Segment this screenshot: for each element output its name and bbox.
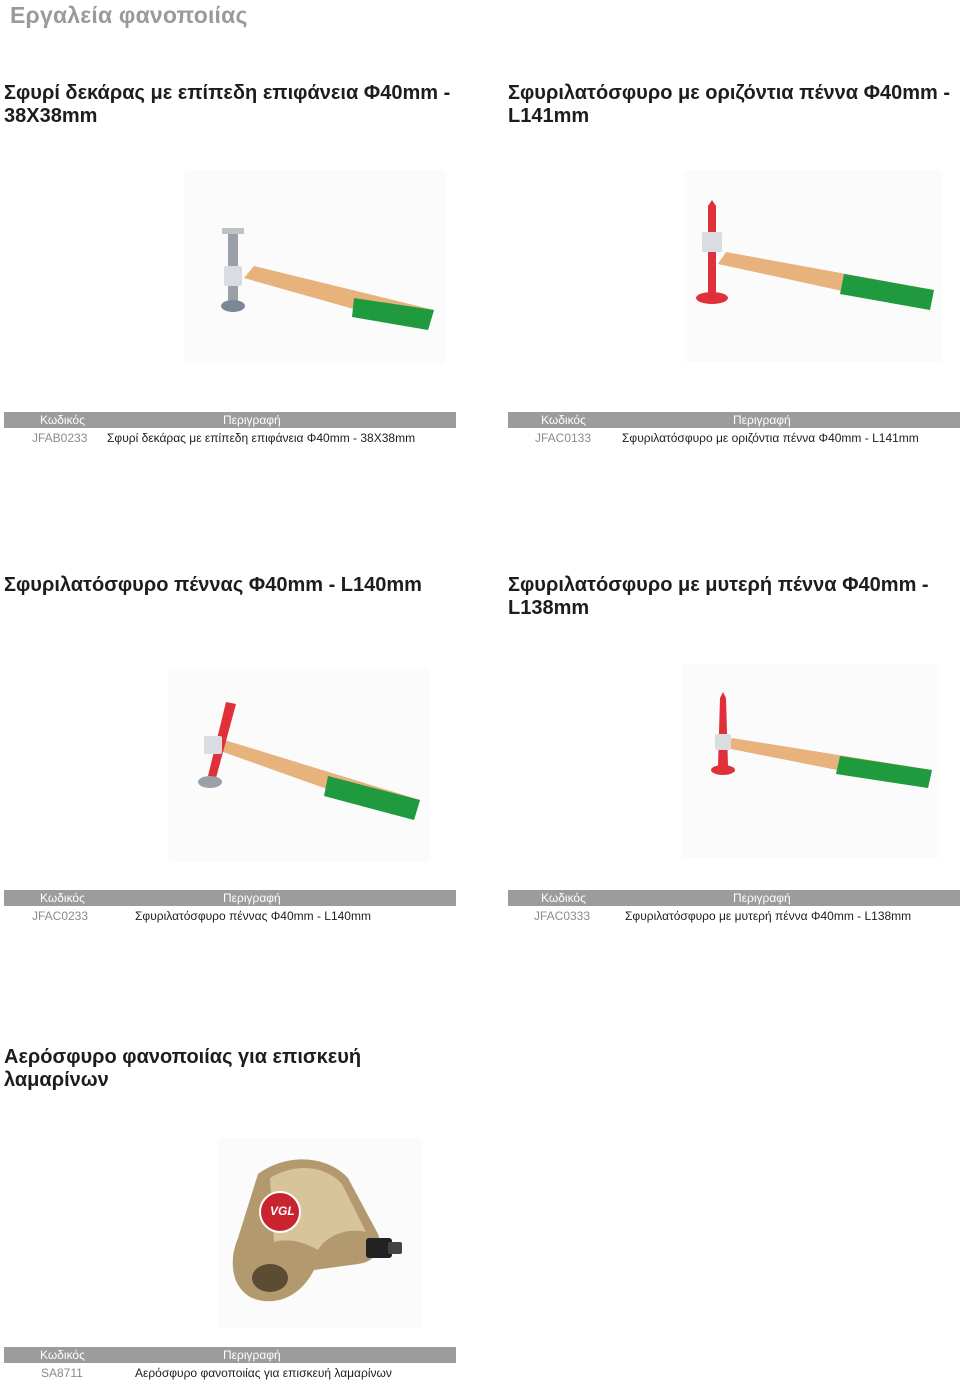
product-title: Σφυριλατόσφυρο με οριζόντια πέννα Φ40mm - L141mm bbox=[508, 82, 951, 127]
pointed-pein-hammer-image bbox=[682, 664, 940, 858]
product-title: Σφυριλατόσφυρο πέννας Φ40mm - L140mm bbox=[4, 574, 422, 596]
table-row bbox=[4, 906, 456, 926]
flat-face-hammer-image bbox=[184, 170, 446, 364]
pein-hammer-image bbox=[168, 668, 430, 862]
code-column-header: Κωδικός bbox=[541, 413, 586, 427]
code-column-header: Κωδικός bbox=[40, 413, 85, 427]
product-card bbox=[4, 1046, 456, 1381]
code-column-header: Κωδικός bbox=[40, 1348, 85, 1362]
description-column-header: Περιγραφή bbox=[733, 891, 791, 905]
description-column-header: Περιγραφή bbox=[223, 891, 281, 905]
product-code: JFAC0233 bbox=[32, 909, 89, 923]
horizontal-pein-hammer-image bbox=[684, 170, 942, 362]
product-description: Σφυριλατόσφυρο με μυτερή πέννα Φ40mm - L138mm bbox=[625, 909, 912, 923]
product-description: Σφυρί δεκάρας με επίπεδη επιφάνεια Φ40mm - 38X38mm bbox=[107, 431, 416, 445]
spec-table bbox=[4, 1347, 456, 1383]
table-row bbox=[508, 906, 960, 926]
product-title: Αερόσφυρο φανοποιίας για επισκευή λαμαρίνων bbox=[4, 1046, 362, 1091]
product-card bbox=[4, 82, 456, 452]
page-title: Εργαλεία φανοποιίας bbox=[10, 2, 248, 28]
product-description: Αερόσφυρο φανοποιίας για επισκευή λαμαρίνων bbox=[135, 1366, 392, 1380]
product-card bbox=[4, 574, 456, 934]
product-card bbox=[508, 574, 960, 934]
table-row bbox=[4, 428, 456, 448]
brand-logo: VGL bbox=[270, 1204, 295, 1218]
product-description: Σφυριλατόσφυρο πέννας Φ40mm - L140mm bbox=[135, 909, 371, 923]
product-code: SA8711 bbox=[41, 1366, 83, 1380]
description-column-header: Περιγραφή bbox=[733, 413, 791, 427]
product-code: JFAC0333 bbox=[534, 909, 591, 923]
product-card bbox=[508, 82, 960, 452]
product-title: Σφυρί δεκάρας με επίπεδη επιφάνεια Φ40mm - 38X38mm bbox=[4, 82, 451, 127]
spec-table bbox=[508, 412, 960, 448]
spec-table-header bbox=[4, 890, 456, 906]
product-code: JFAC0133 bbox=[535, 431, 592, 445]
spec-table bbox=[508, 890, 960, 926]
spec-table-header bbox=[508, 890, 960, 906]
spec-table-header bbox=[4, 1347, 456, 1363]
spec-table bbox=[4, 890, 456, 926]
air-hammer-image bbox=[218, 1138, 422, 1328]
description-column-header: Περιγραφή bbox=[223, 1348, 281, 1362]
product-title: Σφυριλατόσφυρο με μυτερή πέννα Φ40mm - L138mm bbox=[508, 574, 929, 619]
spec-table bbox=[4, 412, 456, 448]
code-column-header: Κωδικός bbox=[40, 891, 85, 905]
product-description: Σφυριλατόσφυρο με οριζόντια πέννα Φ40mm - L141mm bbox=[622, 431, 919, 445]
spec-table-header bbox=[508, 412, 960, 428]
table-row bbox=[508, 428, 960, 448]
description-column-header: Περιγραφή bbox=[223, 413, 281, 427]
spec-table-header bbox=[4, 412, 456, 428]
table-row bbox=[4, 1363, 456, 1383]
code-column-header: Κωδικός bbox=[541, 891, 586, 905]
product-code: JFAB0233 bbox=[32, 431, 88, 445]
